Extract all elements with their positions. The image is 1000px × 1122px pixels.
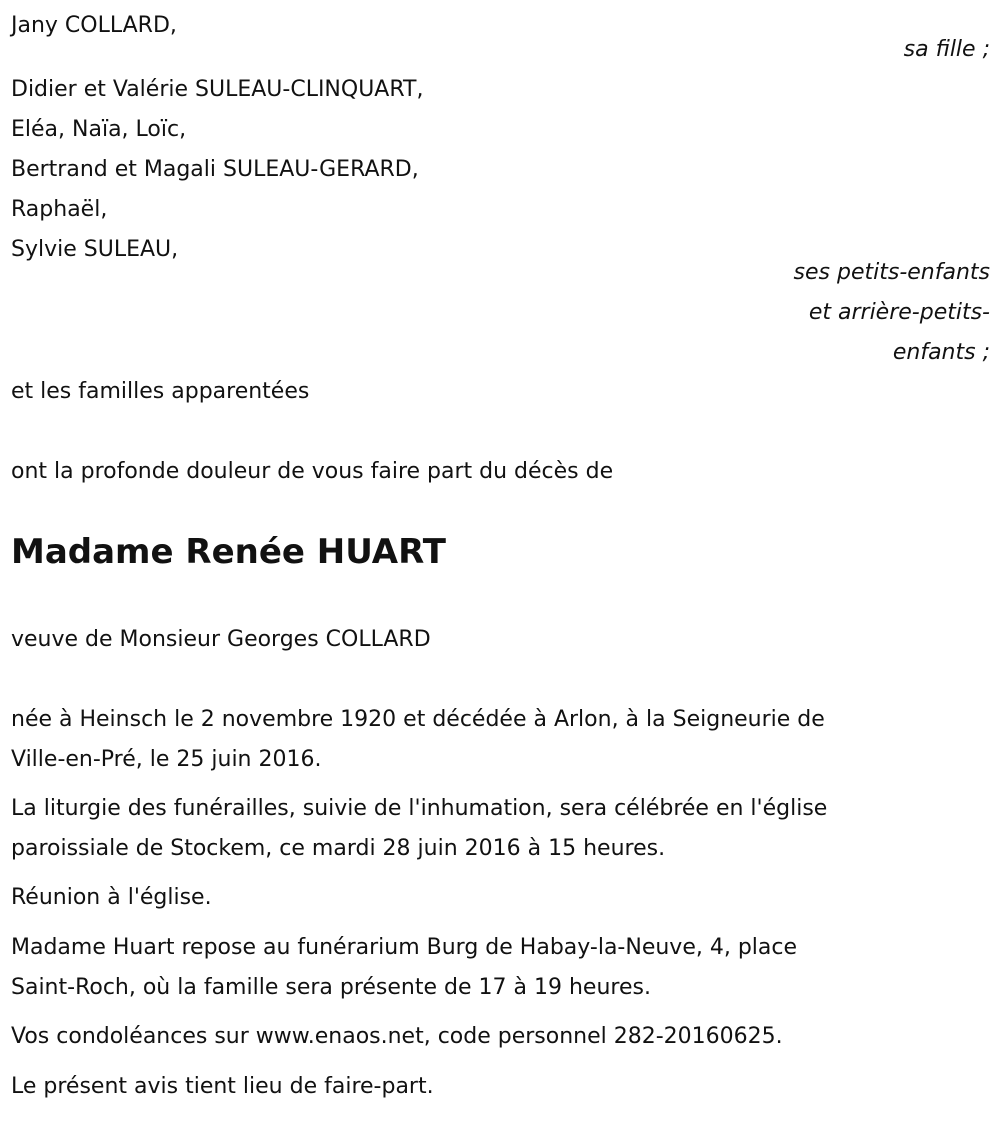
paragraph-line: Ville-en-Pré, le 25 juin 2016. <box>11 747 322 772</box>
deceased-name: Madame Renée HUART <box>11 532 446 572</box>
closing-paragraph <box>11 1067 991 1107</box>
families-line: et les familles apparentées <box>11 379 310 404</box>
paragraph-line: Le présent avis tient lieu de faire-part. <box>11 1074 434 1099</box>
paragraph-line: Réunion à l'église. <box>11 885 212 910</box>
grandchild-line: Raphaël, <box>11 197 108 222</box>
paragraph-line: Saint-Roch, où la famille sera présente de 17 à 19 heures. <box>11 975 651 1000</box>
announcement-line: ont la profonde douleur de vous faire part du décès de <box>11 459 614 484</box>
widow-of-line: veuve de Monsieur Georges COLLARD <box>11 627 431 652</box>
daughter-name: Jany COLLARD, <box>11 13 177 38</box>
grandchildren-relation-line: et arrière-petits- <box>808 300 990 325</box>
grandchild-line: Bertrand et Magali SULEAU-GERARD, <box>11 157 419 182</box>
condolences-paragraph <box>11 1017 991 1057</box>
birth-death-paragraph <box>11 700 991 780</box>
grandchild-line: Sylvie SULEAU, <box>11 237 179 262</box>
paragraph-line: Madame Huart repose au funérarium Burg de Habay-la-Neuve, 4, place <box>11 935 798 960</box>
paragraph-line: Vos condoléances sur www.enaos.net, code personnel 282-20160625. <box>11 1024 783 1049</box>
grandchildren-relation-line: ses petits-enfants <box>793 260 990 285</box>
daughter-relation: sa fille ; <box>903 37 990 62</box>
paragraph-line: La liturgie des funérailles, suivie de l'inhumation, sera célébrée en l'église <box>11 796 828 821</box>
grandchildren-relation-line: enfants ; <box>892 340 990 365</box>
grandchild-line: Eléa, Naïa, Loïc, <box>11 117 187 142</box>
funeral-paragraph <box>11 789 991 869</box>
paragraph-line: née à Heinsch le 2 novembre 1920 et décédée à Arlon, à la Seigneurie de <box>11 707 825 732</box>
meeting-paragraph <box>11 878 991 918</box>
funerarium-paragraph <box>11 928 991 1008</box>
paragraph-line: paroissiale de Stockem, ce mardi 28 juin 2016 à 15 heures. <box>11 836 666 861</box>
grandchild-line: Didier et Valérie SULEAU-CLINQUART, <box>11 77 424 102</box>
